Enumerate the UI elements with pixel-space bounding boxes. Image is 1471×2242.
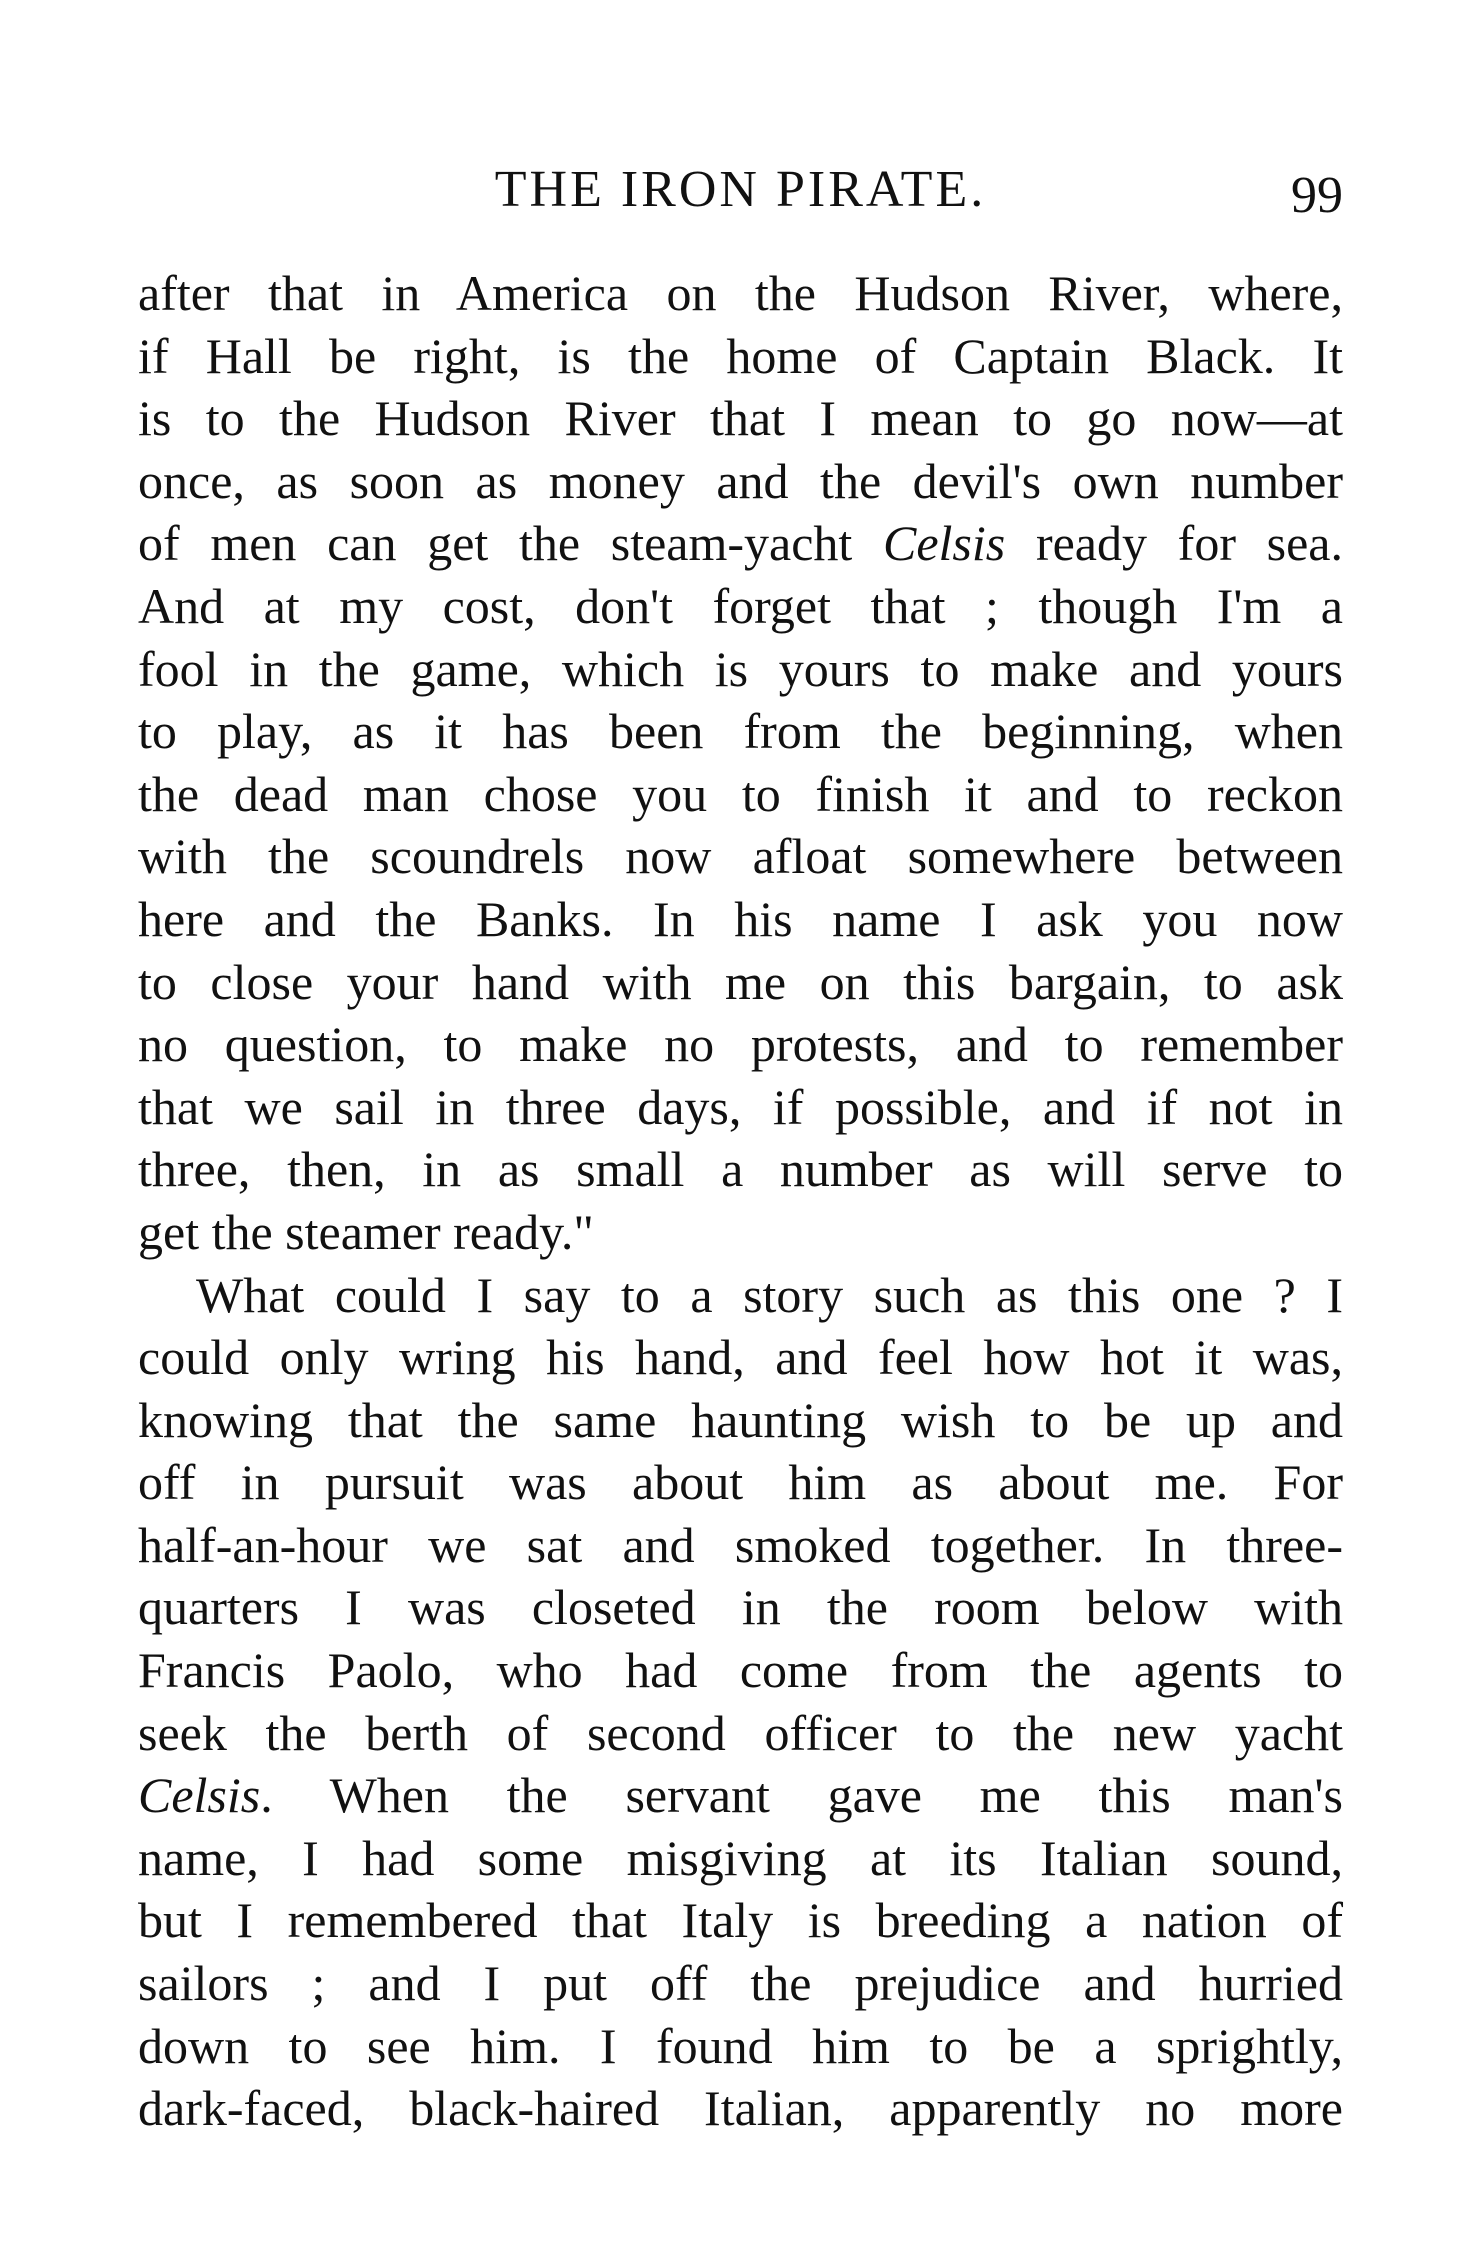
- text-line: but I remembered that Italy is breeding a nation of: [138, 1892, 1343, 1949]
- text-line: that we sail in three days, if possible, and if not in: [138, 1078, 1343, 1135]
- text-run: ready for sea.: [1005, 515, 1344, 572]
- running-title: THE IRON PIRATE.: [494, 161, 987, 218]
- text-line: And at my cost, don't forget that ; though I'm a: [138, 577, 1343, 634]
- ship-name-italic: Celsis: [883, 515, 1006, 572]
- text-line: three, then, in as small a number as will serve to: [138, 1141, 1343, 1198]
- text-line: if Hall be right, is the home of Captain Black. It: [138, 327, 1343, 384]
- text-line: half-an-hour we sat and smoked together. In three-: [138, 1516, 1343, 1573]
- text-line: sailors ; and I put off the prejudice and hurried: [138, 1955, 1343, 2012]
- text-run: of men can get the steam-yacht: [138, 515, 883, 572]
- running-head: [138, 150, 1343, 230]
- text-line: after that in America on the Hudson River, where,: [138, 265, 1343, 321]
- text-line: seek the berth of second officer to the new yacht: [138, 1704, 1343, 1761]
- text-line: to close your hand with me on this bargain, to ask: [138, 953, 1343, 1010]
- page-number: 99: [1291, 167, 1343, 224]
- text-line: What could I say to a story such as this one ? I: [196, 1266, 1343, 1323]
- text-line: [138, 1764, 1343, 1827]
- ship-name-italic: Celsis: [138, 1767, 261, 1824]
- text-line: once, as soon as money and the devil's own number: [138, 452, 1343, 509]
- text-line: down to see him. I found him to be a sprightly,: [138, 2017, 1343, 2074]
- text-line: knowing that the same haunting wish to be up and: [138, 1391, 1343, 1448]
- text-line: name, I had some misgiving at its Italian sound,: [138, 1829, 1343, 1886]
- text-line: off in pursuit was about him as about me. For: [138, 1454, 1343, 1511]
- text-run: . When the servant gave me this man's: [260, 1767, 1343, 1824]
- text-line: fool in the game, which is yours to make and yours: [138, 640, 1343, 697]
- text-line: with the scoundrels now afloat somewhere between: [138, 828, 1343, 885]
- text-line: get the steamer ready.": [138, 1203, 594, 1260]
- text-line: to play, as it has been from the beginning, when: [138, 703, 1343, 760]
- text-line: dark-faced, black-haired Italian, apparently no more: [138, 2080, 1343, 2137]
- text-line: Francis Paolo, who had come from the agents to: [138, 1642, 1343, 1699]
- text-line: [138, 512, 1343, 575]
- text-line: the dead man chose you to finish it and to reckon: [138, 765, 1343, 822]
- text-line: is to the Hudson River that I mean to go now—at: [138, 390, 1343, 447]
- text-line: quarters I was closeted in the room below with: [138, 1579, 1343, 1636]
- text-line: here and the Banks. In his name I ask you now: [138, 890, 1343, 947]
- body-text: [138, 262, 1343, 2140]
- text-line: no question, to make no protests, and to remember: [138, 1016, 1343, 1073]
- text-line: could only wring his hand, and feel how hot it was,: [138, 1329, 1343, 1386]
